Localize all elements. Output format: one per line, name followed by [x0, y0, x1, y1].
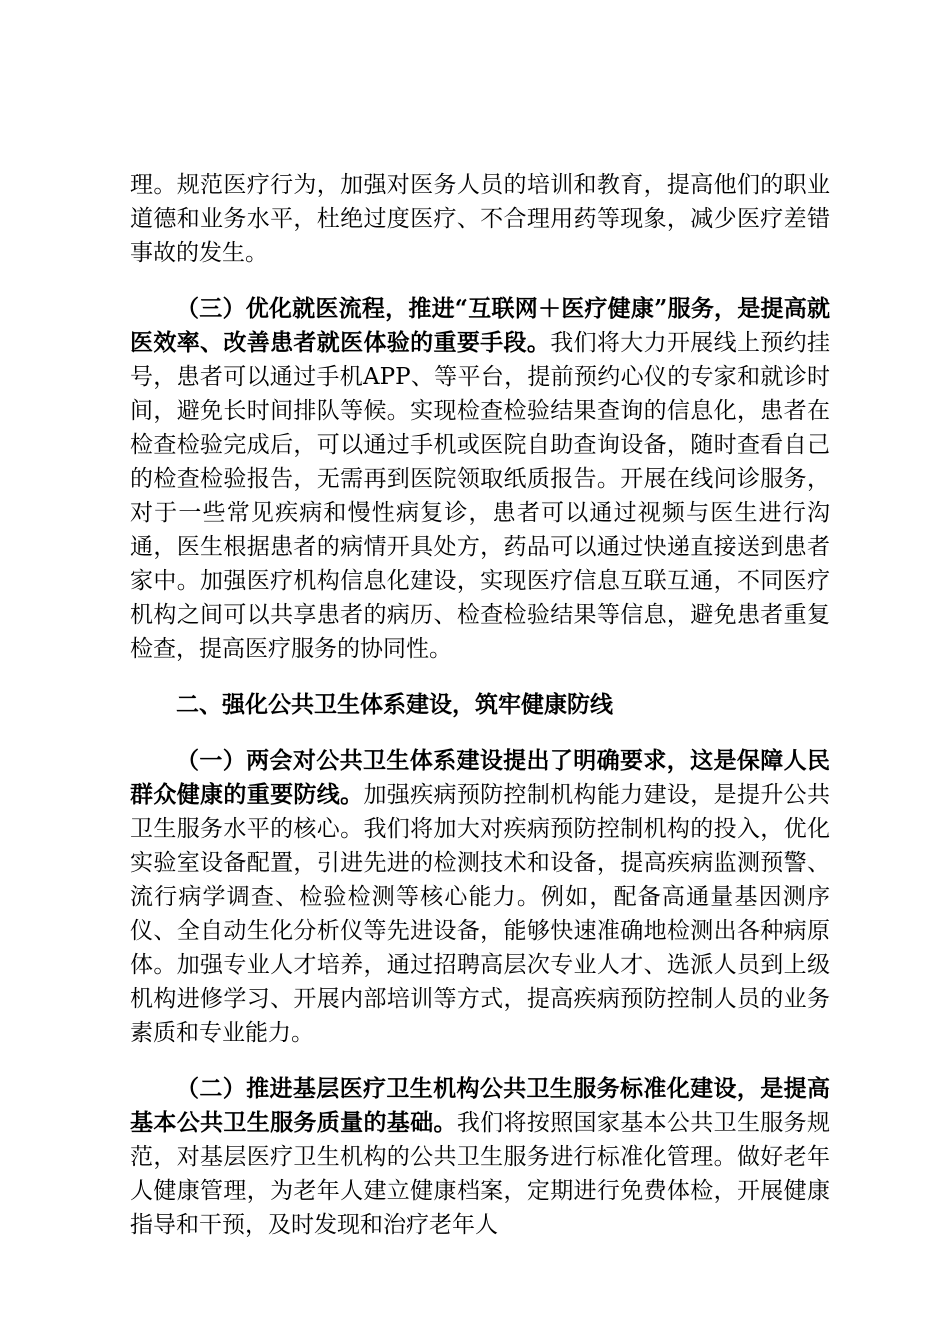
paragraph-section-2: [130, 1072, 830, 1242]
paragraph-text: 我们将按照国家基本公共卫生服务规范，对基层医疗卫生机构的公共卫生服务进行标准化管理。做好老年人健康管理，为老年人建立健康档案，定期进行免费体检，开展健康指导和干预，及时发现和治疗老年人: [130, 1110, 831, 1238]
paragraph-text: 理。规范医疗行为，加强对医务人员的培训和教育，提高他们的职业道德和业务水平，杜绝过度医疗、不合理用药等现象，减少医疗差错事故的发生。: [130, 172, 830, 266]
paragraph-text: 我们将大力开展线上预约挂号，患者可以通过手机APP、等平台，提前预约心仪的专家和就诊时间，避免长时间排队等候。实现检查检验结果查询的信息化，患者在检查检验完成后，可以通过手机或医院自助查询设备，随时查看自己的检查检验报告，无需再到医院领取纸质报告。开展在线问诊服务，对于一些常见疾病和慢性病复诊，患者可以通过视频与医生进行沟通，医生根据患者的病情开具处方，药品可以通过快递直接送到患者家中。加强医疗机构信息化建设，实现医疗信息互联互通，不同医疗机构之间可以共享患者的病历、检查检验结果等信息，避免患者重复检查，提高医疗服务的协同性。: [130, 330, 831, 662]
document-page: [130, 168, 830, 1264]
section-heading: 二、强化公共卫生体系建设，筑牢健康防线: [176, 692, 613, 718]
paragraph-text: 加强疾病预防控制机构能力建设，是提升公共卫生服务水平的核心。我们将加大对疾病预防控制机构的投入，优化实验室设备配置，引进先进的检测技术和设备，提高疾病监测预警、流行病学调查、检验检测等核心能力。例如，配备高通量基因测序仪、全自动生化分析仪等先进设备，能够快速准确地检测出各种病原体。加强专业人才培养，通过招聘高层次专业人才、选派人员到上级机构进修学习、开展内部培训等方式，提高疾病预防控制人员的业务素质和专业能力。: [130, 782, 831, 1046]
paragraph-continuation: [130, 168, 830, 270]
paragraph-lead: （一）两会对公共卫生体系建设提出了明确要求，这是保障人民群众健康的重要防线。: [130, 747, 830, 808]
paragraph-lead: （三）优化就医流程，推进“互联网＋医疗健康”服务，是提高就医效率、改善患者就医体验的重要手段。: [130, 295, 830, 356]
paragraph-lead: （二）推进基层医疗卫生机构公共卫生服务标准化建设，是提高基本公共卫生服务质量的基础。: [130, 1075, 830, 1136]
paragraph-section-1: [130, 744, 830, 1050]
paragraph-section-3: [130, 292, 830, 666]
